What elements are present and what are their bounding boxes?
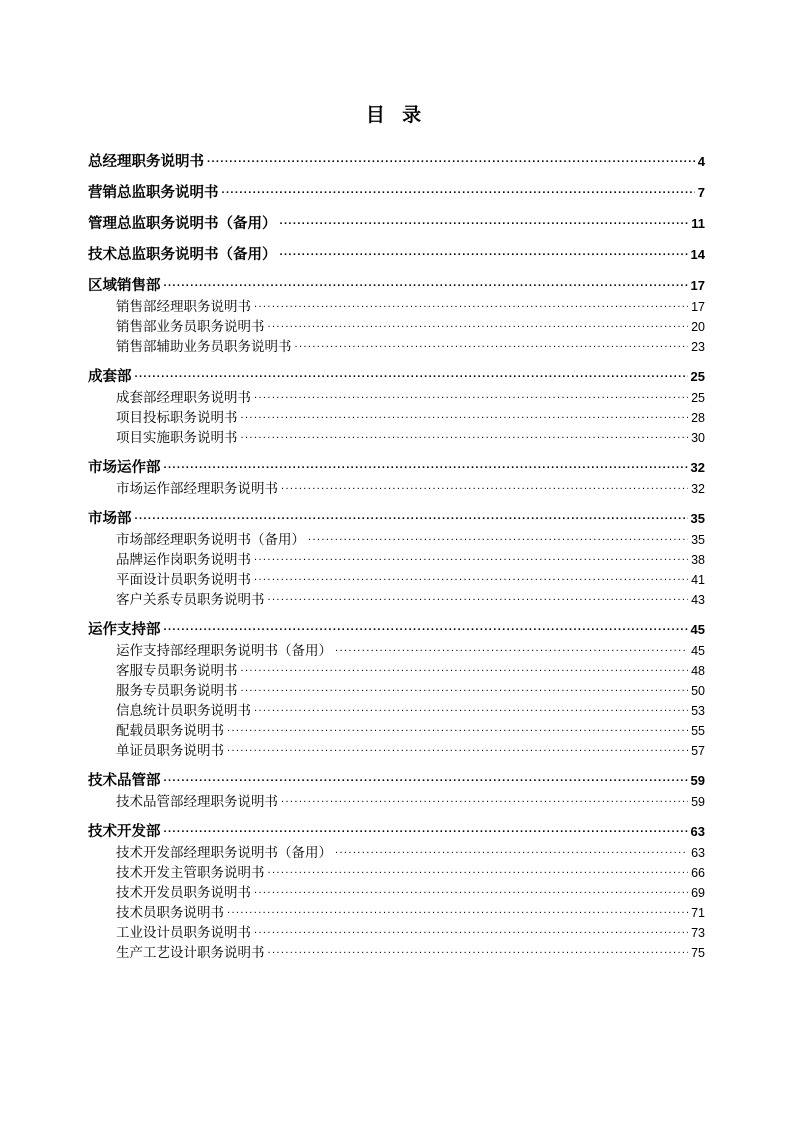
toc-entry[interactable] (88, 479, 705, 495)
toc-entry-page-number: 53 (691, 703, 705, 718)
toc-leader-dots (254, 297, 688, 311)
toc-entry-label: 销售部业务员职务说明书 (116, 318, 265, 334)
toc-entry-label: 营销总监职务说明书 (88, 184, 219, 201)
toc-leader-dots (254, 923, 688, 937)
toc-leader-dots (164, 619, 688, 634)
toc-entry-page-number: 28 (691, 410, 705, 425)
toc-entry[interactable] (88, 530, 705, 546)
toc-leader-dots (227, 741, 688, 755)
toc-entry-page-number: 69 (691, 885, 705, 900)
toc-entry-page-number: 41 (691, 572, 705, 587)
toc-entry-label: 市场部 (88, 510, 132, 527)
toc-entry-label: 项目实施职务说明书 (116, 429, 238, 445)
toc-entry[interactable] (88, 701, 705, 717)
toc-leader-dots (254, 388, 688, 402)
toc-leader-dots (280, 244, 688, 259)
toc-leader-dots (164, 275, 688, 290)
toc-leader-dots (335, 641, 688, 655)
toc-leader-dots (164, 457, 688, 472)
toc-leader-dots (241, 428, 689, 442)
toc-entry-label: 信息统计员职务说明书 (116, 702, 251, 718)
toc-entry-label: 运作支持部 (88, 621, 161, 638)
toc-entry-page-number: 43 (691, 592, 705, 607)
toc-entry-page-number: 71 (691, 905, 705, 920)
toc-entry-label: 项目投标职务说明书 (116, 409, 238, 425)
toc-entry-page-number: 63 (691, 845, 705, 860)
toc-entry[interactable] (88, 182, 705, 200)
toc-entry-label: 市场运作部 (88, 459, 161, 476)
toc-entry[interactable] (88, 508, 705, 526)
toc-leader-dots (335, 843, 688, 857)
toc-entry-page-number: 48 (691, 663, 705, 678)
toc-entry[interactable] (88, 821, 705, 839)
toc-leader-dots (241, 408, 689, 422)
toc-entry-page-number: 17 (691, 299, 705, 314)
toc-entry-label: 技术总监职务说明书（备用） (88, 246, 277, 263)
toc-entry-page-number: 4 (697, 153, 705, 169)
toc-entry[interactable] (88, 661, 705, 677)
toc-leader-dots (281, 479, 688, 493)
toc-entry-label: 技术开发部经理职务说明书（备用） (116, 844, 332, 860)
toc-leader-dots (295, 337, 689, 351)
toc-entry-page-number: 59 (691, 794, 705, 809)
toc-entry-label: 技术品管部经理职务说明书 (116, 793, 278, 809)
toc-leader-dots (280, 213, 689, 228)
toc-leader-dots (207, 151, 695, 166)
toc-entry-label: 品牌运作岗职务说明书 (116, 551, 251, 567)
toc-entry[interactable] (88, 843, 705, 859)
toc-entry[interactable] (88, 590, 705, 606)
toc-entry-page-number: 32 (691, 481, 705, 496)
toc-leader-dots (268, 590, 689, 604)
toc-entry-page-number: 66 (691, 865, 705, 880)
toc-entry[interactable] (88, 408, 705, 424)
toc-entry[interactable] (88, 337, 705, 353)
toc-leader-dots (241, 661, 689, 675)
toc-entry[interactable] (88, 570, 705, 586)
toc-entry[interactable] (88, 741, 705, 757)
toc-entry[interactable] (88, 619, 705, 637)
toc-entry-label: 总经理职务说明书 (88, 153, 204, 170)
toc-leader-dots (222, 182, 695, 197)
toc-entry[interactable] (88, 883, 705, 899)
toc-entry[interactable] (88, 244, 705, 262)
toc-entry[interactable] (88, 151, 705, 169)
toc-entry[interactable] (88, 317, 705, 333)
toc-entry-page-number: 55 (691, 723, 705, 738)
toc-entry[interactable] (88, 770, 705, 788)
toc-entry-label: 工业设计员职务说明书 (116, 924, 251, 940)
toc-leader-dots (281, 792, 688, 806)
toc-entry[interactable] (88, 903, 705, 919)
toc-entry[interactable] (88, 297, 705, 313)
toc-entry-page-number: 45 (690, 621, 705, 637)
toc-leader-dots (268, 863, 689, 877)
toc-entry-label: 销售部辅助业务员职务说明书 (116, 338, 292, 354)
toc-leader-dots (241, 681, 689, 695)
toc-entry-label: 成套部 (88, 368, 132, 385)
toc-entry[interactable] (88, 943, 705, 959)
toc-entry-page-number: 23 (691, 339, 705, 354)
toc-entry-page-number: 73 (691, 925, 705, 940)
toc-entry[interactable] (88, 863, 705, 879)
toc-entry-page-number: 45 (691, 643, 705, 658)
toc-entry[interactable] (88, 428, 705, 444)
toc-leader-dots (254, 550, 688, 564)
toc-entry-label: 技术品管部 (88, 772, 161, 789)
toc-entry-label: 技术开发部 (88, 823, 161, 840)
toc-entry[interactable] (88, 792, 705, 808)
toc-entry-page-number: 38 (691, 552, 705, 567)
toc-leader-dots (254, 701, 688, 715)
toc-entry-label: 运作支持部经理职务说明书（备用） (116, 642, 332, 658)
toc-entry-label: 区域销售部 (88, 277, 161, 294)
toc-entry-page-number: 32 (690, 459, 705, 475)
toc-entry-label: 市场运作部经理职务说明书 (116, 480, 278, 496)
toc-leader-dots (164, 770, 688, 785)
toc-entry-label: 管理总监职务说明书（备用） (88, 215, 277, 232)
table-of-contents (88, 151, 705, 959)
toc-entry-label: 客服专员职务说明书 (116, 662, 238, 678)
toc-entry-page-number: 57 (691, 743, 705, 758)
toc-entry-label: 服务专员职务说明书 (116, 682, 238, 698)
toc-entry[interactable] (88, 388, 705, 404)
toc-entry-page-number: 63 (690, 823, 705, 839)
toc-leader-dots (268, 317, 689, 331)
toc-entry-label: 销售部经理职务说明书 (116, 298, 251, 314)
toc-leader-dots (135, 366, 688, 381)
toc-leader-dots (135, 508, 688, 523)
toc-leader-dots (227, 903, 688, 917)
toc-leader-dots (164, 821, 688, 836)
toc-entry-label: 单证员职务说明书 (116, 742, 224, 758)
toc-entry[interactable] (88, 550, 705, 566)
toc-entry-page-number: 35 (690, 510, 705, 526)
toc-entry-page-number: 50 (691, 683, 705, 698)
toc-entry[interactable] (88, 641, 705, 657)
toc-entry-page-number: 17 (690, 277, 705, 293)
toc-entry-page-number: 7 (697, 184, 705, 200)
toc-entry[interactable] (88, 923, 705, 939)
toc-entry-page-number: 30 (691, 430, 705, 445)
toc-entry-label: 技术员职务说明书 (116, 904, 224, 920)
page-title: 目 录 (365, 105, 428, 126)
toc-entry[interactable] (88, 681, 705, 697)
toc-entry[interactable] (88, 366, 705, 384)
toc-entry-page-number: 35 (691, 532, 705, 547)
toc-leader-dots (254, 883, 688, 897)
toc-entry-page-number: 25 (691, 390, 705, 405)
toc-leader-dots (254, 570, 688, 584)
toc-entry[interactable] (88, 457, 705, 475)
toc-entry-label: 技术开发主管职务说明书 (116, 864, 265, 880)
toc-entry-label: 客户关系专员职务说明书 (116, 591, 265, 607)
toc-leader-dots (227, 721, 688, 735)
toc-entry-label: 配载员职务说明书 (116, 722, 224, 738)
toc-entry-page-number: 11 (691, 215, 705, 231)
toc-entry-page-number: 25 (690, 368, 705, 384)
toc-entry[interactable] (88, 213, 705, 231)
toc-entry-page-number: 14 (690, 246, 705, 262)
toc-entry-label: 技术开发员职务说明书 (116, 884, 251, 900)
toc-leader-dots (268, 943, 689, 957)
toc-entry[interactable] (88, 275, 705, 293)
toc-entry-label: 成套部经理职务说明书 (116, 389, 251, 405)
toc-entry-label: 平面设计员职务说明书 (116, 571, 251, 587)
toc-entry-page-number: 75 (691, 945, 705, 960)
toc-entry-page-number: 59 (690, 772, 705, 788)
toc-leader-dots (308, 530, 688, 544)
toc-entry[interactable] (88, 721, 705, 737)
toc-entry-label: 市场部经理职务说明书（备用） (116, 531, 305, 547)
toc-entry-page-number: 20 (691, 319, 705, 334)
toc-entry-label: 生产工艺设计职务说明书 (116, 944, 265, 960)
